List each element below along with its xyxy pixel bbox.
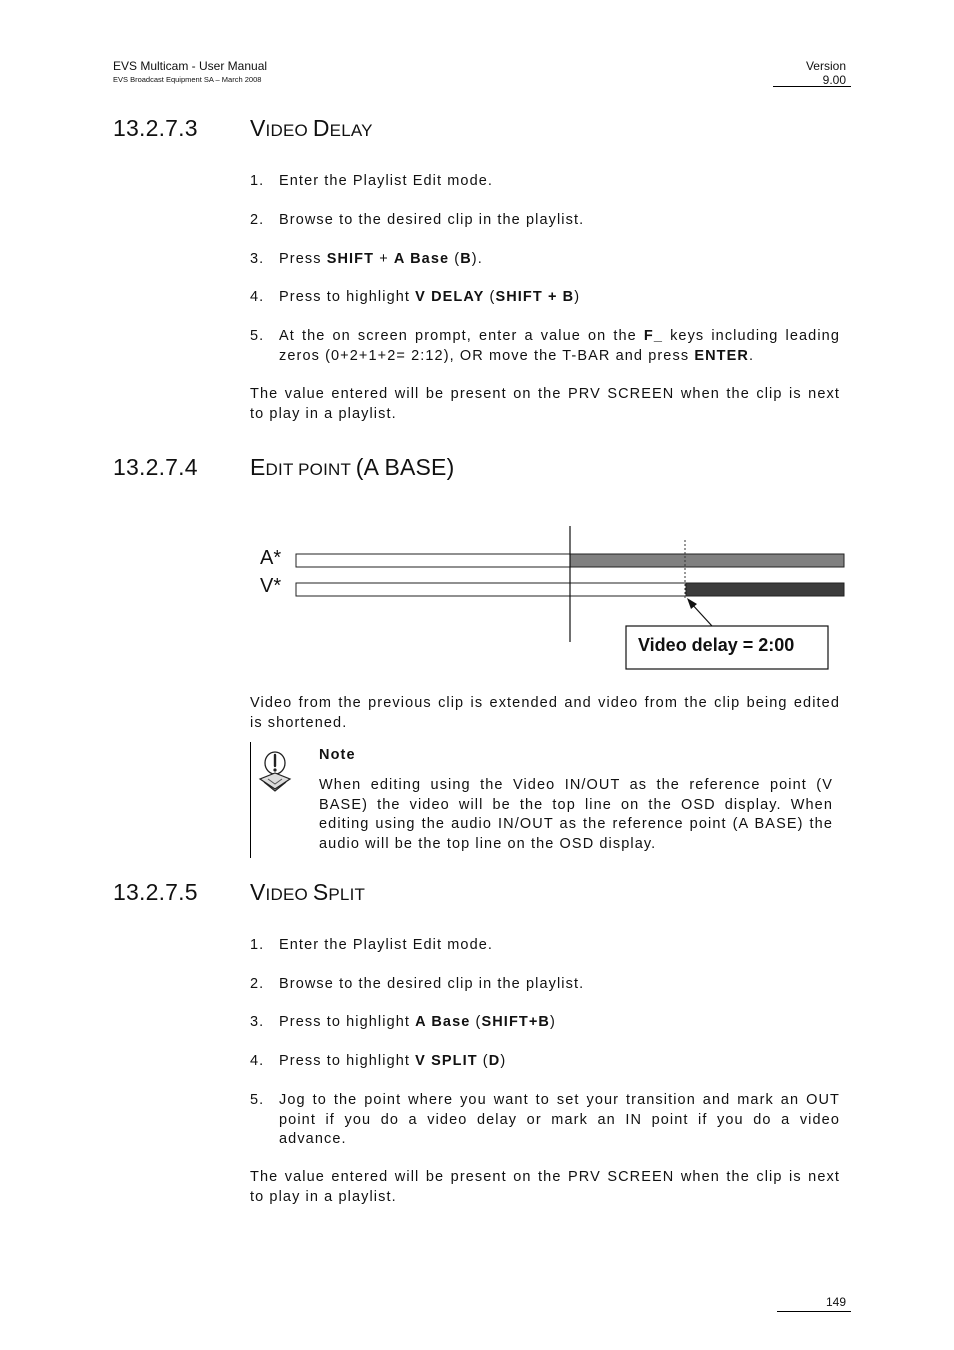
manual-title: EVS Multicam - User Manual <box>113 59 268 73</box>
note-text: When editing using the Video IN/OUT as the reference point (V BASE) the video will be the top line on the OSD display. When editing using the audio IN/OUT as the reference point (A BASE) the audio will be the top line on the OSD display. <box>319 777 833 852</box>
note-side-bar <box>250 742 251 858</box>
footer-rule <box>777 1311 851 1312</box>
note-title: Note <box>319 747 356 763</box>
section-heading-video-delay <box>113 115 713 145</box>
callout-text: Video delay = 2:00 <box>638 635 795 655</box>
audio-track-current <box>570 554 844 567</box>
page-number: 149 <box>825 1295 846 1309</box>
section-number: 13.2.7.4 <box>113 454 198 480</box>
note-icon <box>256 749 296 793</box>
edit-point-diagram <box>250 522 850 672</box>
audio-track-label: A* <box>260 547 282 569</box>
section-title: EDIT POINT (A BASE) <box>250 454 455 480</box>
manual-version: Version 9.00 <box>805 59 846 87</box>
video-track-current <box>686 583 844 596</box>
paragraph: Video from the previous clip is extended and video from the clip being edited is shortened. <box>250 695 840 731</box>
section-title: VIDEO SPLIT <box>250 879 366 905</box>
section-heading-edit-point <box>113 454 713 484</box>
section-heading-video-split <box>113 879 713 909</box>
section-title: VIDEO DELAY <box>250 115 373 141</box>
paragraph: The value entered will be present on the PRV SCREEN when the clip is next to play in a playlist. <box>250 386 840 422</box>
video-track-previous <box>296 583 686 596</box>
section-number: 13.2.7.5 <box>113 879 198 905</box>
manual-publisher: EVS Broadcast Equipment SA – March 2008 <box>113 75 262 84</box>
audio-track-previous <box>296 554 570 567</box>
video-track-label: V* <box>260 575 282 597</box>
paragraph: The value entered will be present on the PRV SCREEN when the clip is next to play in a playlist. <box>250 1169 840 1205</box>
header-rule <box>773 86 851 87</box>
section-number: 13.2.7.3 <box>113 115 198 141</box>
